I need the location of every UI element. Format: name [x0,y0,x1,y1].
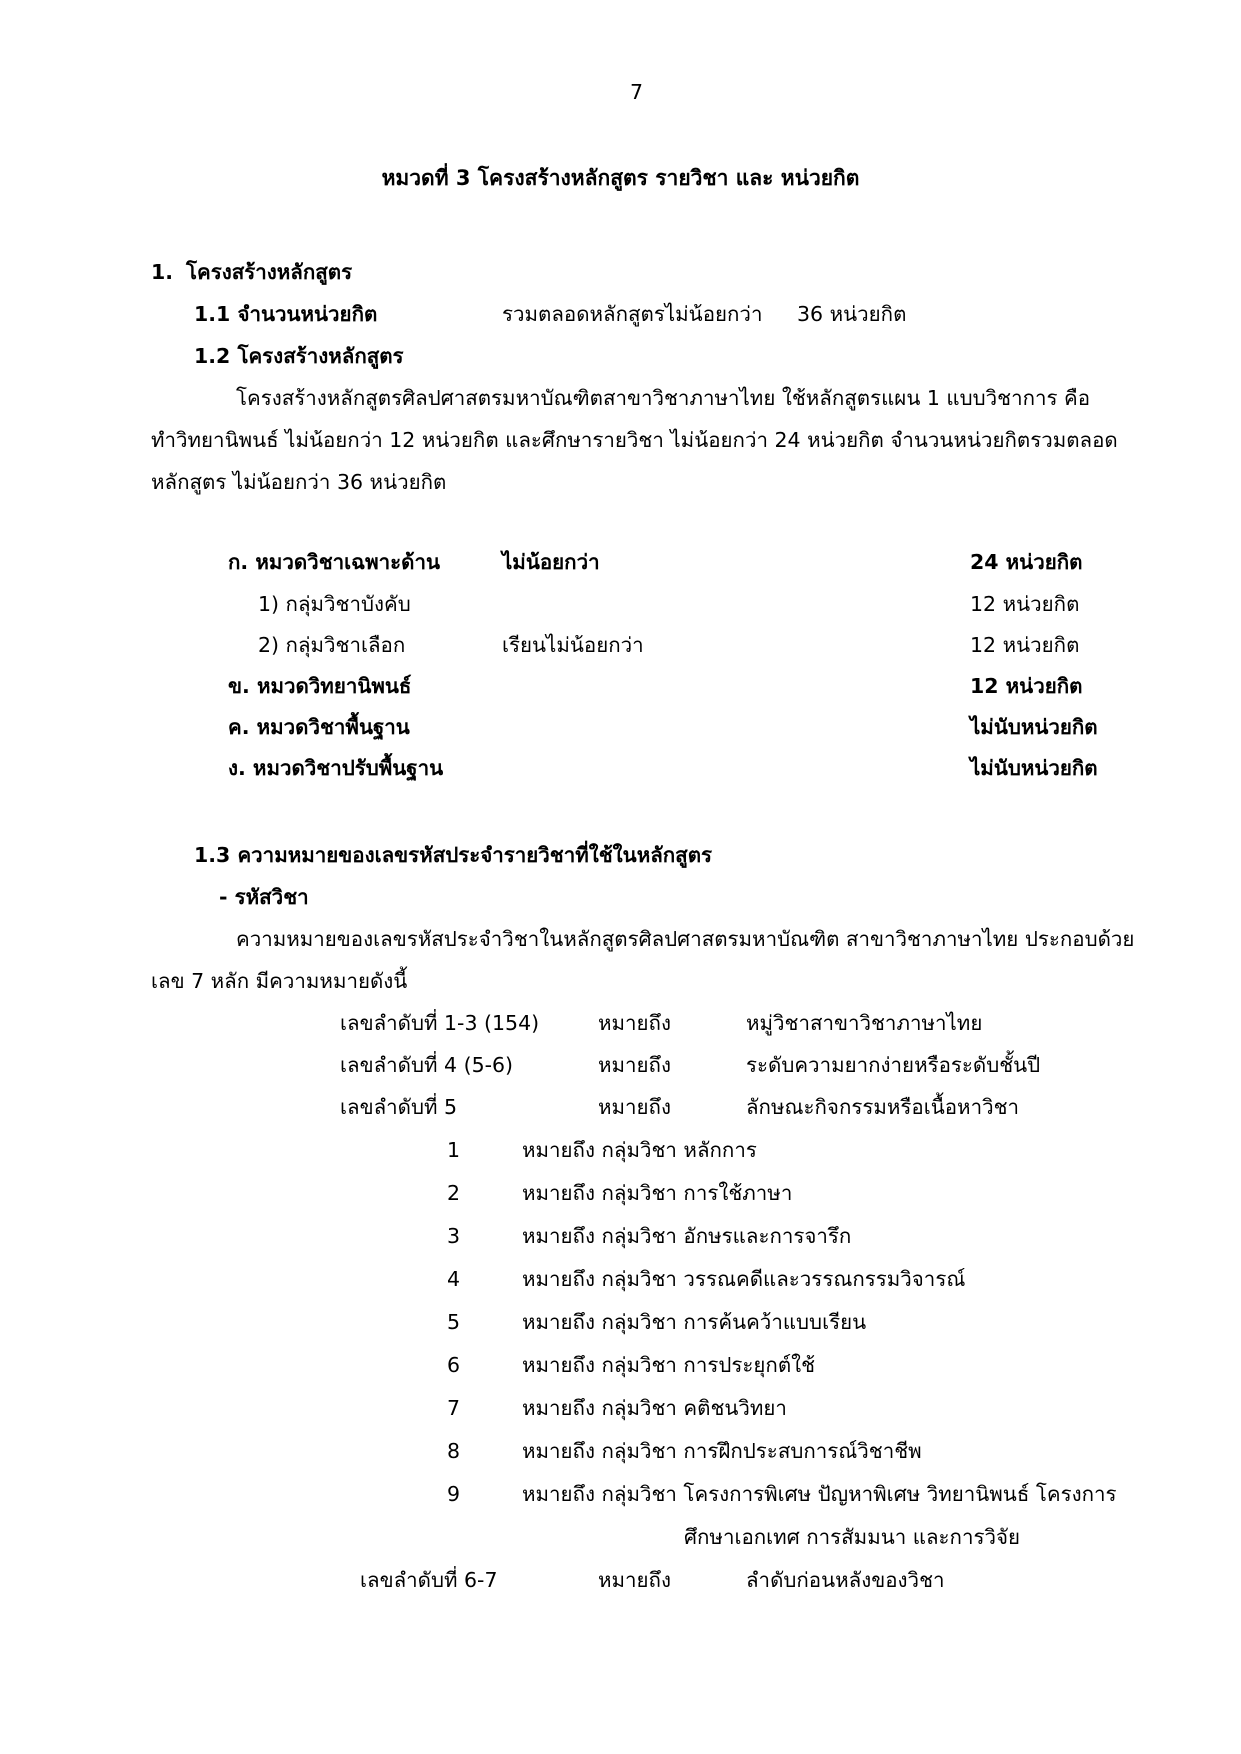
digit-means: หมายถึง [598,1053,671,1077]
credits-row-credits: ไม่นับหน่วยกิต [970,715,1098,739]
group-digit: 3 [447,1224,461,1248]
course-code-subheading: - รหัสวิชา [219,885,309,909]
digit-meaning-last: ลำดับก่อนหลังของวิชา [746,1568,945,1592]
credits-row-credits: 12 หน่วยกิต [970,633,1080,657]
digit-position: เลขลำดับที่ 4 (5-6) [340,1053,514,1077]
structure-paragraph-line1: โครงสร้างหลักสูตรศิลปศาสตรมหาบัณฑิตสาขาวิชาภาษาไทย ใช้หลักสูตรแผน 1 แบบวิชาการ คือ [236,386,1091,410]
credits-row-condition: ไม่น้อยกว่า [502,550,600,574]
digit-position-last: เลขลำดับที่ 6-7 [360,1568,498,1592]
digit-meaning: ลักษณะกิจกรรมหรือเนื้อหาวิชา [746,1095,1020,1119]
credits-row-credits: 12 หน่วยกิต [970,674,1083,698]
credits-row-credits: 24 หน่วยกิต [970,550,1083,574]
group-digit: 9 [447,1482,461,1506]
group-digit: 2 [447,1181,461,1205]
credits-row-name: ข. หมวดวิทยานิพนธ์ [228,674,412,698]
credits-row-condition: เรียนไม่น้อยกว่า [502,633,644,657]
group-text: หมายถึง กลุ่มวิชา การใช้ภาษา [522,1181,793,1205]
course-code-intro-line2: เลข 7 หลัก มีความหมายดังนี้ [151,969,408,993]
group-text: หมายถึง กลุ่มวิชา คติชนวิทยา [522,1396,787,1420]
group-text: หมายถึง กลุ่มวิชา การฝึกประสบการณ์วิชาชีพ [522,1439,922,1463]
digit-means: หมายถึง [598,1095,671,1119]
group-text: หมายถึง กลุ่มวิชา อักษรและการจารึก [522,1224,852,1248]
group-digit: 5 [447,1310,461,1334]
group-text: หมายถึง กลุ่มวิชา โครงการพิเศษ ปัญหาพิเศษ วิทยานิพนธ์ โครงการ [522,1482,1117,1506]
subsection-1-1-value: 36 หน่วยกิต [797,302,907,326]
digit-meaning: ระดับความยากง่ายหรือระดับชั้นปี [746,1053,1041,1077]
digit-position: เลขลำดับที่ 5 [340,1095,458,1119]
credits-row-name: ง. หมวดวิชาปรับพื้นฐาน [228,756,444,780]
group-digit: 7 [447,1396,461,1420]
credits-row-name: 1) กลุ่มวิชาบังคับ [258,592,411,616]
credits-row-name: 2) กลุ่มวิชาเลือก [258,633,406,657]
course-code-intro-line1: ความหมายของเลขรหัสประจำวิชาในหลักสูตรศิลปศาสตรมหาบัณฑิต สาขาวิชาภาษาไทย ประกอบด้วย [236,927,1135,951]
digit-position: เลขลำดับที่ 1-3 (154) [340,1011,540,1035]
group-9-continuation: ศึกษาเอกเทศ การสัมมนา และการวิจัย [684,1525,1020,1549]
section-number: 1. [151,260,174,284]
group-text: หมายถึง กลุ่มวิชา หลักการ [522,1138,757,1162]
credits-row-credits: 12 หน่วยกิต [970,592,1080,616]
credits-row-credits: ไม่นับหน่วยกิต [970,756,1098,780]
subsection-1-3-label: 1.3 ความหมายของเลขรหัสประจำรายวิชาที่ใช้ในหลักสูตร [194,843,713,867]
chapter-title: หมวดที่ 3 โครงสร้างหลักสูตร รายวิชา และ หน่วยกิต [381,166,860,190]
section-title: โครงสร้างหลักสูตร [186,260,353,284]
structure-paragraph-line2: ทำวิทยานิพนธ์ ไม่น้อยกว่า 12 หน่วยกิต และศึกษารายวิชา ไม่น้อยกว่า 24 หน่วยกิต จำนวนหน่วยกิตรวมตลอด [151,428,1118,452]
group-text: หมายถึง กลุ่มวิชา การประยุกต์ใช้ [522,1353,816,1377]
digit-means-last: หมายถึง [598,1568,671,1592]
group-text: หมายถึง กลุ่มวิชา การค้นคว้าแบบเรียน [522,1310,867,1334]
credits-row-name: ก. หมวดวิชาเฉพาะด้าน [228,550,440,574]
digit-means: หมายถึง [598,1011,671,1035]
group-digit: 6 [447,1353,461,1377]
subsection-1-1-label: 1.1 จำนวนหน่วยกิต [194,302,378,326]
structure-paragraph-line3: หลักสูตร ไม่น้อยกว่า 36 หน่วยกิต [151,470,447,494]
group-digit: 4 [447,1267,461,1291]
page-number: 7 [630,80,644,104]
credits-row-name: ค. หมวดวิชาพื้นฐาน [228,715,410,739]
subsection-1-2-label: 1.2 โครงสร้างหลักสูตร [194,344,404,368]
group-digit: 8 [447,1439,461,1463]
digit-meaning: หมู่วิชาสาขาวิชาภาษาไทย [746,1011,983,1035]
subsection-1-1-desc: รวมตลอดหลักสูตรไม่น้อยกว่า [502,302,763,326]
group-digit: 1 [447,1138,461,1162]
group-text: หมายถึง กลุ่มวิชา วรรณคดีและวรรณกรรมวิจารณ์ [522,1267,966,1291]
